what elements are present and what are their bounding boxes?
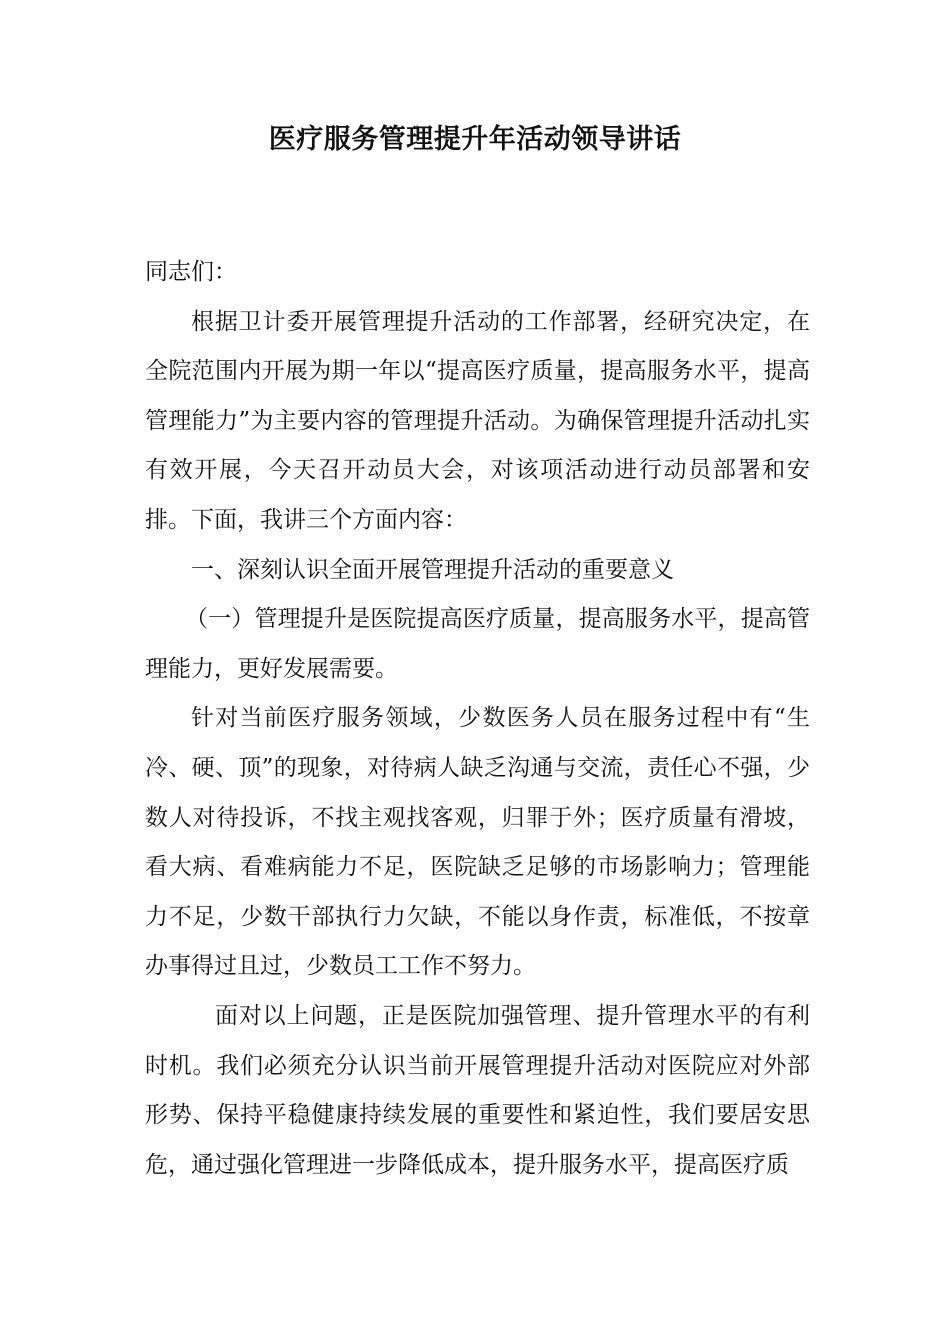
paragraph-problems: 针对当前医疗服务领域，少数医务人员在服务过程中有“生冷、硬、顶”的现象，对待病人缺乏沟通与交流，责任心不强，少数人对待投诉，不找主观找客观，归罪于外；医疗质量有滑坡，看大病、看难病能力不足，医院缺乏足够的市场影响力；管理能力不足，少数干部执行力欠缺，不能以身作责，标准低，不按章办事得过且过，少数员工工作不努力。 <box>145 705 810 980</box>
section-heading-1: 一、深刻认识全面开展管理提升活动的重要意义 <box>191 556 674 583</box>
subsection-heading-1: （一）管理提升是医院提高医疗质量，提高服务水平，提高管理能力，更好发展需要。 <box>145 606 810 682</box>
paragraph-intro: 根据卫计委开展管理提升活动的工作部署，经研究决定，在全院范围内开展为期一年以“提高医疗质量，提高服务水平，提高管理能力”为主要内容的管理提升活动。为确保管理提升活动扎实有效开展，今天召开动员大会，对该项活动进行动员部署和安排。下面，我讲三个方面内容： <box>145 308 810 533</box>
document-title: 医疗服务管理提升年活动领导讲话 <box>268 124 682 155</box>
paragraph-opportunity: 面对以上问题，正是医院加强管理、提升管理水平的有利时机。我们必须充分认识当前开展管理提升活动对医院应对外部形势、保持平稳健康持续发展的重要性和紧迫性，我们要居安思危，通过强化管理进一步降低成本，提升服务水平，提高医疗质 <box>145 1002 810 1178</box>
document-body <box>145 248 810 1190</box>
salutation: 同志们： <box>145 259 237 285</box>
